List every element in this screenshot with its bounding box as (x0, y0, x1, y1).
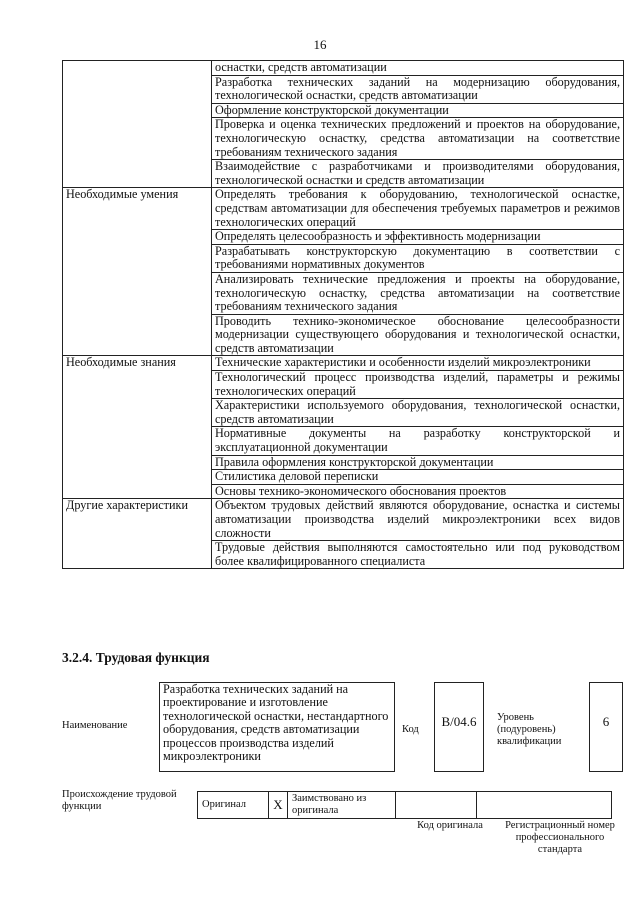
table-cell: Анализировать технические предложения и проекты на оборудование, технологическую оснастку, средства автоматизации на соответствие требованиям технического задания (212, 272, 624, 314)
table-cell: оснастки, средств автоматизации (212, 61, 624, 76)
table-row (63, 499, 624, 541)
table-cell: Определять требования к оборудованию, технологической оснастке, средствам автоматизации для обеспечения требуемых параметров и режимов технологических операций (212, 188, 624, 230)
skills-knowledge-table (62, 60, 624, 569)
row-group-label (63, 61, 212, 188)
table-cell: Разработка технических заданий на модернизацию оборудования, технологической оснастки, средств автоматизации (212, 75, 624, 103)
section-title: 3.2.4. Трудовая функция (62, 650, 210, 665)
original-code-caption: Код оригинала (417, 820, 483, 831)
table-cell: Трудовые действия выполняются самостоятельно или под руководством более квалифицированного специалиста (212, 541, 624, 569)
table-cell: Проводить технико-экономическое обоснование целесообразности модернизации существующего оборудования и технологической оснастки, средств автоматизации (212, 314, 624, 356)
registration-number-caption: Регистрационный номер профессионального стандарта (505, 820, 615, 855)
table-cell: Оформление конструкторской документации (212, 103, 624, 118)
function-name-value: Разработка технических заданий на проектирование и изготовление технологической оснастки, нестандартного оборудования, средств автоматизации процессов производства изделий микроэлектроники (159, 682, 395, 772)
table-cell: Технологический процесс производства изделий, параметры и режимы технологических операций (212, 371, 624, 399)
row-group-label: Другие характеристики (63, 499, 212, 569)
registration-number-cell (477, 792, 612, 819)
origin-table (197, 791, 612, 819)
borrowed-cell: Заимствовано из оригинала (288, 792, 396, 819)
level-label: Уровень (подуровень) квалификации (497, 712, 562, 747)
table-cell: Взаимодействие с разработчиками и производителями оборудования, технологической оснастки и средств автоматизации (212, 160, 624, 188)
table-cell: Основы технико-экономического обоснования проектов (212, 484, 624, 499)
table-cell: Объектом трудовых действий являются оборудование, оснастка и системы автоматизации производства изделий микроэлектроники всех видов сложности (212, 499, 624, 541)
code-label: Код (402, 724, 419, 735)
original-code-cell (396, 792, 477, 819)
name-label: Наименование (62, 720, 128, 731)
row-group-label: Необходимые знания (63, 356, 212, 499)
table-cell: Стилистика деловой переписки (212, 470, 624, 485)
table-cell: Правила оформления конструкторской документации (212, 455, 624, 470)
page-number: 16 (313, 37, 327, 52)
table-row (63, 356, 624, 371)
original-cell: Оригинал (198, 792, 269, 819)
function-code-value: B/04.6 (434, 682, 484, 772)
table-cell: Нормативные документы на разработку конструкторской и эксплуатационной документации (212, 427, 624, 455)
table-cell: Характеристики используемого оборудования, технологической оснастки, средств автоматизации (212, 399, 624, 427)
row-group-label: Необходимые умения (63, 188, 212, 356)
original-mark: X (269, 792, 288, 819)
qualification-level-value: 6 (589, 682, 623, 772)
table-row (63, 61, 624, 76)
table-cell: Проверка и оценка технических предложений и проектов на оборудование, технологическую оснастку, средства автоматизации на соответствие требованиям технического задания (212, 118, 624, 160)
table-cell: Разрабатывать конструкторскую документацию в соответствии с требованиями нормативных документов (212, 244, 624, 272)
table-cell: Определять целесообразность и эффективность модернизации (212, 230, 624, 245)
table-cell: Технические характеристики и особенности изделий микроэлектроники (212, 356, 624, 371)
origin-label: Происхождение трудовой функции (62, 789, 177, 812)
table-row (63, 188, 624, 230)
